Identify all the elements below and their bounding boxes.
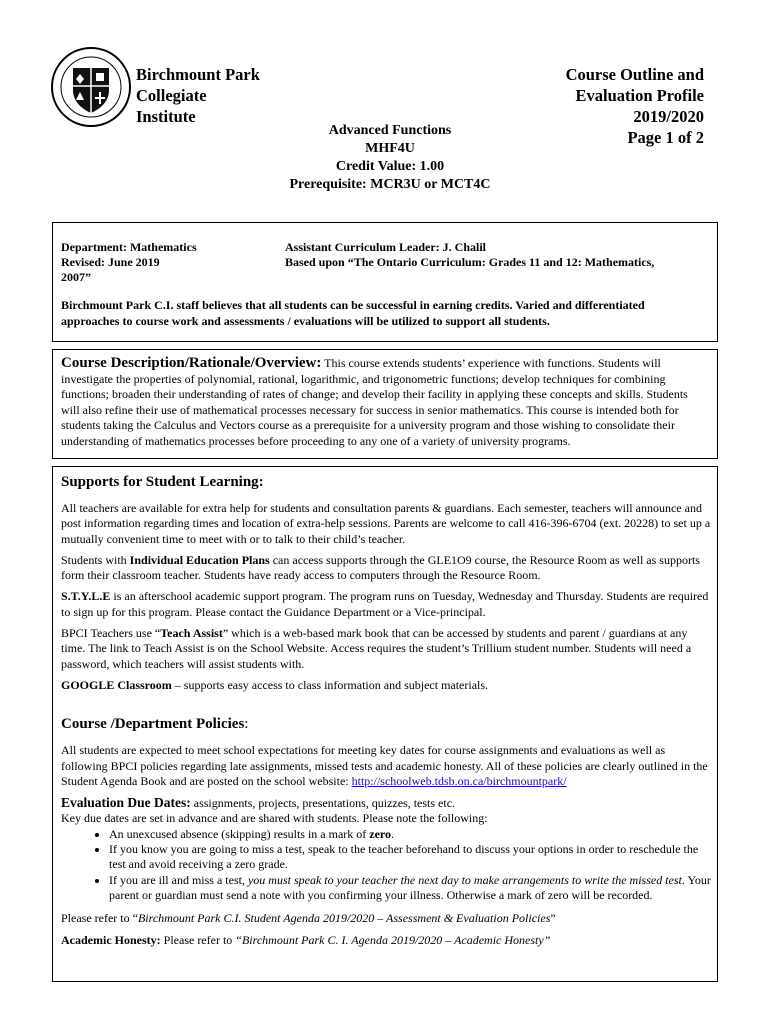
text: – supports easy access to class information and subject materials.: [171, 677, 489, 692]
department-column: [61, 240, 197, 285]
course-description-box: [52, 349, 718, 459]
course-code: MHF4U: [365, 141, 415, 156]
course-description: [61, 356, 709, 449]
teach-assist-paragraph: [61, 626, 711, 672]
google-classroom-paragraph: [61, 678, 711, 693]
text: If you are ill and miss a test,: [109, 872, 248, 887]
page-number: Page 1 of 2: [627, 128, 704, 147]
staff-belief-statement: Birchmount Park C.I. staff believes that all students can be successful in earning credits. Varied and differentiated approaches to course work and assessments / evaluations will be utilized to support all students.: [61, 298, 645, 328]
school-crest-logo: [50, 46, 132, 128]
teach-assist-term: Teach Assist: [160, 626, 223, 641]
curriculum-leader: Assistant Curriculum Leader: J. Chalil: [285, 240, 486, 254]
google-classroom-term: GOOGLE Classroom: [61, 677, 172, 692]
supports-policies-content: [61, 473, 711, 954]
emphasis: you must speak to your teacher the next day to make arrangements to write the missed test: [247, 872, 682, 887]
text: ”: [550, 911, 556, 926]
school-name-line: Institute: [136, 107, 196, 126]
agenda-reference: [61, 911, 711, 926]
supports-heading: Supports for Student Learning:: [61, 474, 264, 490]
leader-column: [285, 240, 654, 270]
text: can access supports through the GLE1O9 course, the Resource Room as well as supports form their classroom teacher. Students have ready access to computers through the Resource Room.: [61, 552, 700, 583]
due-dates-list: [61, 827, 711, 903]
curriculum-basis: Based upon “The Ontario Curriculum: Grades 11 and 12: Mathematics,: [285, 255, 655, 269]
text: Please refer to: [160, 932, 236, 947]
text: All students are expected to meet school expectations for meeting key dates for course assignments and evaluations as well as following BPCI policies regarding late assignments, missed tests and academic honesty. All of these policies are clearly outlined in the Student Agenda Book and are posted on the school website:: [61, 743, 708, 788]
due-dates-heading: Evaluation Due Dates:: [61, 795, 191, 811]
list-item: • If you know you are going to miss a test, speak to the teacher beforehand to discuss your options in order to reschedule the test and avoid receiving a zero grade.: [109, 842, 711, 873]
course-description-heading: Course Description/Rationale/Overview:: [61, 355, 322, 371]
due-dates-items: assignments, projects, presentations, quizzes, tests etc.: [190, 796, 456, 811]
text: Please refer to “: [61, 911, 138, 926]
department: Department: Mathematics: [61, 240, 197, 254]
credit-value: Credit Value: 1.00: [335, 159, 445, 174]
academic-honesty-reference: “Birchmount Park C. I. Agenda 2019/2020 – Academic Honesty”: [235, 932, 551, 947]
extra-help-paragraph: All teachers are available for extra help for students and consultation parents & guardians. Each semester, teachers will announce and post information regarding times and location of extra-help sessions. Parents are welcome to call 416-396-6704 (ext. 20228) to set up a mutually convenient time to meet with or to talk to their child’s teacher.: [61, 501, 711, 546]
school-name: [136, 64, 260, 127]
text: BPCI Teachers use “: [61, 626, 161, 641]
text: ” which is a web-based mark book that can be accessed by students and parent / guardians at any time. The link to Teach Assist is on the School Website. Access requires the student’s Trillium student number. Students will need a password, which teachers will assist students with.: [61, 626, 692, 671]
school-year: 2019/2020: [633, 107, 704, 126]
zero-term: zero: [369, 826, 392, 841]
school-name-line: Birchmount Park: [136, 65, 260, 84]
text: .: [391, 826, 395, 841]
text: Students with: [61, 552, 130, 567]
text: An unexcused absence (skipping) results in a mark of: [109, 826, 370, 841]
policies-paragraph: [61, 743, 711, 789]
department-info-box: [52, 222, 718, 342]
course-description-body: This course extends students’ experience with functions. Students will investigate the properties of polynomial, rational, logarithmic, and trigonometric functions; develop techniques for combining functions; broaden their understanding of rates of change; and develop their facility in applying these concepts and skills. Students will also refine their use of mathematical processes necessary for success in senior mathematics. This course is intended both for students taking the Calculus and Vectors course as a prerequisite for a university program and those wishing to consolidate their understanding of mathematics processes before proceeding to any one of a variety of university programs.: [61, 356, 688, 448]
text: is an afterschool academic support program. The program runs on Tuesday, Wednesday and Thursday. Students are required to sign up for this program. Please contact the Guidance Department or a Vice-principal.: [61, 589, 709, 619]
outline-title: [566, 64, 704, 148]
iep-paragraph: [61, 553, 711, 584]
academic-honesty-label: Academic Honesty:: [61, 932, 161, 947]
style-paragraph: [61, 589, 711, 620]
school-name-line: Collegiate: [136, 86, 207, 105]
supports-policies-box: [52, 466, 718, 982]
curriculum-year: 2007”: [61, 270, 91, 284]
text: . Your parent or guardian must send a note with you confirming your illness. Otherwise a mark of zero will be recorded.: [109, 872, 711, 902]
list-item: [109, 873, 711, 904]
style-term: S.T.Y.L.E: [61, 589, 111, 604]
course-name: Advanced Functions: [328, 123, 452, 138]
policies-heading-text: Course /Department Policies: [61, 716, 245, 733]
iep-term: Individual Education Plans: [129, 552, 270, 567]
course-info: [240, 122, 540, 194]
policies-heading: [61, 715, 711, 733]
agenda-title: Birchmount Park C.I. Student Agenda 2019/2020 – Assessment & Evaluation Policies: [137, 911, 551, 926]
academic-honesty: [61, 933, 711, 948]
revised-date: Revised: June 2019: [61, 255, 160, 269]
list-item: [109, 827, 711, 842]
policies-heading-colon: :: [244, 716, 249, 733]
school-website-link[interactable]: http://schoolweb.tdsb.on.ca/birchmountpark/: [351, 773, 567, 788]
due-dates-section: [61, 795, 711, 903]
outline-title-line: Evaluation Profile: [575, 86, 704, 105]
outline-title-line: Course Outline and: [565, 65, 704, 84]
due-dates-note: Key due dates are set in advance and are shared with students. Please note the following:: [61, 811, 488, 826]
prerequisite: Prerequisite: MCR3U or MCT4C: [289, 177, 491, 192]
